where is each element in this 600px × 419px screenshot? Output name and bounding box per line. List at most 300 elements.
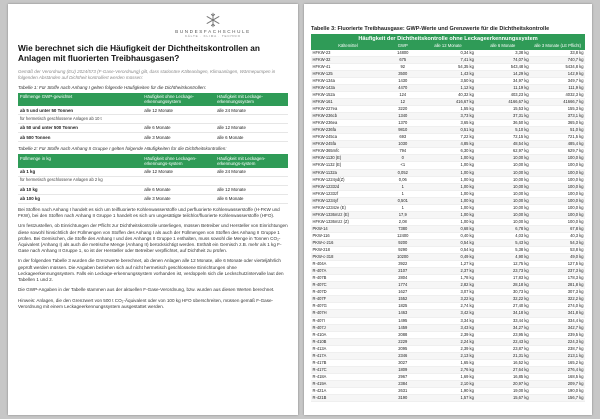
- limit-6-months-cell: 48,54 kg: [475, 141, 530, 148]
- table3-row: [311, 296, 585, 303]
- logo-name: BUNDESFACHSCHULE: [175, 29, 251, 34]
- limit-3-months-cell: 238,7 kg: [530, 345, 585, 352]
- gwp-cell: 1430: [385, 77, 421, 84]
- gwp-cell: 3500: [385, 70, 421, 77]
- limit-3-months-cell: 168,5 kg: [530, 373, 585, 380]
- limit-12-months-cell: 40,32 kg: [421, 92, 476, 99]
- table1-cell: alle 24 Monate: [215, 106, 288, 115]
- limit-3-months-cell: 100,0 kg: [530, 197, 585, 204]
- snowflake-logo-icon: [205, 12, 221, 28]
- limit-3-months-cell: 100,0 kg: [530, 183, 585, 190]
- limit-3-months-cell: 322,2 kg: [530, 296, 585, 303]
- limit-6-months-cell: 12,75 kg: [475, 261, 530, 268]
- limit-12-months-cell: 2,13 kg: [421, 352, 476, 359]
- table3-row: [311, 232, 585, 239]
- table1-row: [18, 106, 288, 115]
- table1: [18, 93, 288, 143]
- table2-cell: alle 3 Monate: [142, 194, 215, 203]
- table1-cell: alle 6 Monate: [215, 133, 288, 142]
- limit-6-months-cell: 403,23 kg: [475, 92, 530, 99]
- gwp-cell: 12: [385, 99, 421, 106]
- limit-12-months-cell: 54,35 kg: [421, 63, 476, 70]
- limit-6-months-cell: 74,07 kg: [475, 56, 530, 63]
- gwp-cell: 9810: [385, 127, 421, 134]
- table1-header-row: [18, 93, 288, 107]
- gwp-cell: 2229: [385, 338, 421, 345]
- table2-row-note: für hermetisch geschlossene Anlagen ab 2 kg: [18, 176, 288, 185]
- refrigerant-cell: HFKW-227ea: [311, 106, 385, 113]
- limit-12-months-cell: 1,00 kg: [421, 190, 476, 197]
- gwp-cell: 1809: [385, 366, 421, 373]
- limit-12-months-cell: 1,00 kg: [421, 162, 476, 169]
- limit-3-months-cell: 67,8 kg: [530, 225, 585, 232]
- table2-cell: alle 12 Monate: [215, 185, 288, 194]
- limit-6-months-cell: 19,00 kg: [475, 387, 530, 394]
- refrigerant-cell: HFKW-143a: [311, 84, 385, 91]
- table1-header-cell: Häufigkeit mit Leckage-erkennungssystem: [215, 93, 288, 107]
- limit-6-months-cell: 27,40 kg: [475, 303, 530, 310]
- column-header-gwp: GWP: [385, 43, 421, 49]
- limit-3-months-cell: 100,0 kg: [530, 218, 585, 225]
- gwp-cell: 9200: [385, 240, 421, 247]
- limit-6-months-cell: 28,18 kg: [475, 282, 530, 289]
- limit-12-months-cell: 416,67 kg: [421, 99, 476, 106]
- gwp-cell: 4470: [385, 84, 421, 91]
- refrigerant-cell: R-417B: [311, 359, 385, 366]
- table3-row: [311, 162, 585, 169]
- refrigerant-cell: R-407J: [311, 324, 385, 331]
- limit-3-months-cell: 224,3 kg: [530, 338, 585, 345]
- limit-3-months-cell: 33,8 kg: [530, 50, 585, 57]
- gwp-cell: 675: [385, 56, 421, 63]
- table3-row: [311, 282, 585, 289]
- limit-12-months-cell: 2,24 kg: [421, 338, 476, 345]
- limit-12-months-cell: 0,51 kg: [421, 127, 476, 134]
- limit-12-months-cell: 1,27 kg: [421, 261, 476, 268]
- limit-3-months-cell: 155,3 kg: [530, 106, 585, 113]
- refrigerant-cell: HFKW-365mfc: [311, 148, 385, 155]
- limit-12-months-cell: 1,57 kg: [421, 395, 476, 402]
- limit-6-months-cell: 34,18 kg: [475, 310, 530, 317]
- limit-6-months-cell: 10,00 kg: [475, 183, 530, 190]
- refrigerant-cell: HFKW-1234ze (E): [311, 204, 385, 211]
- limit-12-months-cell: 0,40 kg: [421, 232, 476, 239]
- limit-12-months-cell: 1,55 kg: [421, 106, 476, 113]
- limit-6-months-cell: 10,00 kg: [475, 218, 530, 225]
- gwp-cell: 2346: [385, 352, 421, 359]
- limit-6-months-cell: 16,52 kg: [475, 359, 530, 366]
- gwp-cell: 693: [385, 134, 421, 141]
- table2-header-cell: Füllmenge in kg: [18, 154, 142, 168]
- limit-3-months-cell: 127,5 kg: [530, 261, 585, 268]
- table1-caption: Tabelle 1: Für Stoffe nach Anhang I gelten folgende Häufigkeiten für die Dichtheitskontrollen:: [18, 84, 207, 90]
- table3-row: [311, 120, 585, 127]
- table3-row: [311, 70, 585, 77]
- table1-cell: alle 3 Monate: [142, 133, 215, 142]
- limit-3-months-cell: 239,5 kg: [530, 331, 585, 338]
- limit-12-months-cell: 7,22 kg: [421, 134, 476, 141]
- gwp-cell: 1825: [385, 303, 421, 310]
- page-title: Wie berechnet sich die Häufigkeit der Dichtheitskontrollen an Anlagen mit fluorierten Treibhausgasen?: [18, 43, 260, 64]
- table1-header-cell: Füllmenge GWP-gewichtet: [18, 93, 142, 107]
- limit-6-months-cell: 4,03 kg: [475, 232, 530, 239]
- refrigerant-cell: HFKW-1132a: [311, 169, 385, 176]
- table3-row: [311, 359, 585, 366]
- table3-row: [311, 211, 585, 218]
- limit-6-months-cell: 10,00 kg: [475, 176, 530, 183]
- limit-6-months-cell: 32,22 kg: [475, 296, 530, 303]
- table3-row: [311, 310, 585, 317]
- table1-header-cell: Häufigkeit ohne Leckage-erkennungssystem: [142, 93, 215, 107]
- limit-6-months-cell: 3,38 kg: [475, 50, 530, 57]
- limit-3-months-cell: 365,0 kg: [530, 120, 585, 127]
- refrigerant-cell: R-410B: [311, 338, 385, 345]
- limit-12-months-cell: 1,00 kg: [421, 169, 476, 176]
- refrigerant-cell: HFKW-134a: [311, 77, 385, 84]
- limit-12-months-cell: 1,00 kg: [421, 211, 476, 218]
- table3-row: [311, 373, 585, 380]
- gwp-cell: 0: [385, 155, 421, 162]
- table3-row: [311, 141, 585, 148]
- table3-row: [311, 176, 585, 183]
- table3-row: [311, 317, 585, 324]
- refrigerant-cell: PKW-c-318: [311, 254, 385, 261]
- limit-3-months-cell: 209,7 kg: [530, 380, 585, 387]
- limit-6-months-cell: 10,00 kg: [475, 204, 530, 211]
- limit-6-months-cell: 6,78 kg: [475, 225, 530, 232]
- table1-cell: alle 12 Monate: [142, 106, 215, 115]
- table2-header-cell: Häufigkeit mit Leckagen-erkennungs-system: [215, 154, 288, 168]
- gwp-cell: 9290: [385, 247, 421, 254]
- refrigerant-cell: HFKW-1234yf: [311, 197, 385, 204]
- refrigerant-cell: HFKW-1233zf: [311, 190, 385, 197]
- refrigerant-cell: R-421B: [311, 395, 385, 402]
- refrigerant-cell: HFKW-23: [311, 50, 385, 57]
- table3-group-header-row: [311, 34, 585, 43]
- refrigerant-cell: R-407G: [311, 303, 385, 310]
- limit-6-months-cell: 33,44 kg: [475, 317, 530, 324]
- gwp-cell: 3922: [385, 261, 421, 268]
- limit-3-months-cell: 100,0 kg: [530, 162, 585, 169]
- column-header-3-months: alle 3 Monate (LE Pflicht): [530, 43, 585, 49]
- paragraph: Um festzustellen, ob Einrichtungen der Pflicht zur Dichtheitskontrolle unterliegen, müssen Betreiber und Hersteller von Einrichtungen diese sowohl hinsichtlich der Füllmengen von Stoffen des Anhang I als auch der Füllmengen von Stoffen des Anhang II Gruppe 1 prüfen. Bei Gemischen, die Stoffe des Anhang I und des Anhangs II Gruppe 1 enthalten, muss sowohl die Menge in Tonnen CO₂-Äquivalent (Anhang I) als auch die metrische Menge (Anhang II) berücksichtigt werden. Enthält ein Gemisch z.B. mehr als 1 kg F-Gase nach Anhang II Gruppe 1, so ist der Hersteller oder Betreiber verpflichtet, auf Dichtheit zu prüfen.: [18, 223, 288, 254]
- gwp-cell: 10200: [385, 254, 421, 261]
- table3-row: [311, 331, 585, 338]
- limit-12-months-cell: 1,00 kg: [421, 155, 476, 162]
- limit-12-months-cell: 3,34 kg: [421, 317, 476, 324]
- table2-cell: ab 100 kg: [18, 194, 142, 203]
- gwp-cell: 14800: [385, 50, 421, 57]
- limit-6-months-cell: 10,00 kg: [475, 169, 530, 176]
- limit-12-months-cell: 3,42 kg: [421, 310, 476, 317]
- limit-12-months-cell: 1,69 kg: [421, 373, 476, 380]
- paragraph: Hinweis: Anlagen, die den Grenzwert von 500 t CO₂-Äquivalent oder von 100 kg HFO überschreiten, müssen gemäß F-Gase-Verordnung mit einem Leckageerkennungssystem ausgestattet werden.: [18, 297, 274, 309]
- table3-row: [311, 169, 585, 176]
- logo-tagline: KÄLTE · KLIMA · TECHNIK: [184, 33, 242, 38]
- table2-header-cell: Häufigkeit ohne Leckagen-erkennungs-system: [142, 154, 215, 168]
- limit-3-months-cell: 54,3 kg: [530, 240, 585, 247]
- refrigerant-cell: HFKW-1336mzz (Z): [311, 218, 385, 225]
- limit-6-months-cell: 10,00 kg: [475, 211, 530, 218]
- limit-3-months-cell: 178,3 kg: [530, 275, 585, 282]
- limit-6-months-cell: 5,43 kg: [475, 240, 530, 247]
- limit-12-months-cell: 0,54 kg: [421, 247, 476, 254]
- limit-12-months-cell: 3,50 kg: [421, 77, 476, 84]
- refrigerant-cell: HFKW-161: [311, 99, 385, 106]
- gwp-cell: 2,08: [385, 218, 421, 225]
- limit-3-months-cell: 740,7 kg: [530, 56, 585, 63]
- limit-3-months-cell: 237,3 kg: [530, 268, 585, 275]
- table2-row: [18, 185, 288, 194]
- refrigerant-cell: HFKW-32: [311, 56, 385, 63]
- gwp-cell: 1: [385, 190, 421, 197]
- refrigerant-cell: R-413A: [311, 345, 385, 352]
- limit-12-months-cell: 2,39 kg: [421, 331, 476, 338]
- limit-3-months-cell: 190,0 kg: [530, 387, 585, 394]
- logo: [138, 12, 288, 38]
- limit-3-months-cell: 4032,3 kg: [530, 92, 585, 99]
- gwp-cell: 3027: [385, 359, 421, 366]
- refrigerant-cell: HFKW-1130 (E): [311, 155, 385, 162]
- table3-row: [311, 127, 585, 134]
- gwp-cell: 1774: [385, 282, 421, 289]
- limit-12-months-cell: 2,37 kg: [421, 268, 476, 275]
- table2-row: [18, 194, 288, 203]
- limit-12-months-cell: 2,10 kg: [421, 380, 476, 387]
- limit-12-months-cell: 2,74 kg: [421, 303, 476, 310]
- limit-3-months-cell: 142,9 kg: [530, 70, 585, 77]
- limit-6-months-cell: 11,19 kg: [475, 84, 530, 91]
- limit-6-months-cell: 36,50 kg: [475, 120, 530, 127]
- limit-12-months-cell: 6,30 kg: [421, 148, 476, 155]
- table2-cell: alle 12 Monate: [142, 168, 215, 177]
- gwp-cell: 2107: [385, 268, 421, 275]
- refrigerant-cell: HFKW-1132 (E): [311, 162, 385, 169]
- refrigerant-cell: R-419A: [311, 380, 385, 387]
- limit-3-months-cell: 41666,7 kg: [530, 99, 585, 106]
- limit-12-months-cell: 1,43 kg: [421, 70, 476, 77]
- limit-12-months-cell: 1,78 kg: [421, 275, 476, 282]
- table3-row: [311, 366, 585, 373]
- limit-3-months-cell: 53,8 kg: [530, 247, 585, 254]
- limit-12-months-cell: 1,65 kg: [421, 359, 476, 366]
- table3-row: [311, 254, 585, 261]
- table1-row: [18, 124, 288, 133]
- gwp-cell: 1030: [385, 141, 421, 148]
- limit-6-months-cell: 543,48 kg: [475, 63, 530, 70]
- table2-cell: ab 10 kg: [18, 185, 142, 194]
- table3: [311, 34, 585, 402]
- limit-6-months-cell: 27,64 kg: [475, 366, 530, 373]
- gwp-cell: 1495: [385, 317, 421, 324]
- table3-row: [311, 240, 585, 247]
- refrigerant-cell: R-417A: [311, 352, 385, 359]
- gwp-cell: 12400: [385, 232, 421, 239]
- limit-3-months-cell: 100,0 kg: [530, 176, 585, 183]
- refrigerant-cell: R-407H: [311, 310, 385, 317]
- column-header-refrigerant: Kältemittel: [311, 43, 385, 49]
- table2-cell: alle 24 Monate: [215, 168, 288, 177]
- table3-row: [311, 56, 585, 63]
- limit-12-months-cell: 3,73 kg: [421, 113, 476, 120]
- gwp-cell: 3220: [385, 106, 421, 113]
- gwp-cell: 17,9: [385, 211, 421, 218]
- limit-6-months-cell: 10,00 kg: [475, 197, 530, 204]
- limit-3-months-cell: 40,3 kg: [530, 232, 585, 239]
- table2-caption: Tabelle 2: Für Stoffe nach Anhang II Gruppe I gelten folgende Häufigkeiten für die Dichtheitskontrollen:: [18, 146, 227, 152]
- gwp-cell: 1552: [385, 296, 421, 303]
- table1-row-note: für hermetisch geschlossene Anlagen ab 10 t: [18, 115, 288, 124]
- limit-6-months-cell: 34,97 kg: [475, 77, 530, 84]
- gwp-cell: 1: [385, 204, 421, 211]
- limit-6-months-cell: 16,85 kg: [475, 373, 530, 380]
- gwp-cell: 1370: [385, 120, 421, 127]
- refrigerant-cell: R-421A: [311, 387, 385, 394]
- limit-12-months-cell: 1,00 kg: [421, 204, 476, 211]
- gwp-cell: 794: [385, 148, 421, 155]
- table3-row: [311, 183, 585, 190]
- limit-12-months-cell: 7,41 kg: [421, 56, 476, 63]
- table2-header-row: [18, 154, 288, 168]
- table3-row: [311, 155, 585, 162]
- table3-row: [311, 106, 585, 113]
- paragraph: In der folgenden Tabelle 3 wurden die Grenzwerte berechnet, ab denen Anlagen alle 12 Monate, alle 6 Monate oder vierteljährlich geprüft werden müssen. Die Angaben beziehen sich auf nicht hermetisch geschlossene Einrichtungen ohne Leckageerkennungssystem. Falls ein Leckage-erkennungssystem vorhanden ist, verdoppeln sich die Leckschutzintervalle laut den Tabellen 1 und 2.: [18, 258, 284, 283]
- limit-6-months-cell: 10,00 kg: [475, 162, 530, 169]
- refrigerant-cell: HFKW-41: [311, 63, 385, 70]
- limit-6-months-cell: 10,00 kg: [475, 155, 530, 162]
- limit-6-months-cell: 20,97 kg: [475, 380, 530, 387]
- gwp-cell: 0,052: [385, 169, 421, 176]
- limit-3-months-cell: 165,2 kg: [530, 359, 585, 366]
- table3-row: [311, 324, 585, 331]
- refrigerant-cell: HFKW-1233zd: [311, 183, 385, 190]
- refrigerant-cell: HFKW-152a: [311, 92, 385, 99]
- limit-12-months-cell: 3,07 kg: [421, 289, 476, 296]
- column-header-12-months: alle 12 Monate: [421, 43, 476, 49]
- refrigerant-cell: HFKW-245ca: [311, 134, 385, 141]
- refrigerant-cell: R-410A: [311, 331, 385, 338]
- limit-3-months-cell: 281,8 kg: [530, 282, 585, 289]
- limit-6-months-cell: 23,95 kg: [475, 331, 530, 338]
- table2-cell: ab 1 kg: [18, 168, 142, 177]
- limit-12-months-cell: 3,65 kg: [421, 120, 476, 127]
- limit-3-months-cell: 213,1 kg: [530, 352, 585, 359]
- table3-caption: Tabelle 3: Fluorierte Treibhausgase: GWP-Werte und Grenzwerte für die Dichtheitskontrolle: [311, 26, 550, 32]
- intro-text: Gemäß der Verordnung (EU) 2024/573 (F-Gase-Verordnung) gilt, dass stationäre Kälteanlagen, Klimaanlagen, Wärmepumpen in folgenden Abständen auf Dichtheit kontrolliert werden müssen:: [18, 69, 276, 80]
- limit-3-months-cell: 5434,8 kg: [530, 63, 585, 70]
- gwp-cell: 2384: [385, 380, 421, 387]
- limit-12-months-cell: 1,00 kg: [421, 176, 476, 183]
- table3-row: [311, 247, 585, 254]
- limit-12-months-cell: 0,34 kg: [421, 50, 476, 57]
- limit-6-months-cell: 30,73 kg: [475, 289, 530, 296]
- gwp-cell: 1627: [385, 289, 421, 296]
- limit-12-months-cell: 2,82 kg: [421, 282, 476, 289]
- limit-12-months-cell: 2,76 kg: [421, 366, 476, 373]
- gwp-cell: 124: [385, 92, 421, 99]
- limit-6-months-cell: 15,53 kg: [475, 106, 530, 113]
- limit-3-months-cell: 276,4 kg: [530, 366, 585, 373]
- limit-12-months-cell: 1,00 kg: [421, 197, 476, 204]
- limit-3-months-cell: 49,0 kg: [530, 254, 585, 261]
- refrigerant-cell: R-418A: [311, 373, 385, 380]
- table3-row: [311, 148, 585, 155]
- limit-6-months-cell: 5,10 kg: [475, 127, 530, 134]
- refrigerant-cell: HFKW-236cb: [311, 113, 385, 120]
- limit-3-months-cell: 51,0 kg: [530, 127, 585, 134]
- table3-row: [311, 99, 585, 106]
- refrigerant-cell: R-407B: [311, 275, 385, 282]
- refrigerant-cell: HFKW-1336mzz (E): [311, 211, 385, 218]
- table1-cell: alle 6 Monate: [142, 124, 215, 133]
- limit-3-months-cell: 485,4 kg: [530, 141, 585, 148]
- limit-12-months-cell: 1,00 kg: [421, 183, 476, 190]
- table1-cell: ab 500 Tonnen: [18, 133, 142, 142]
- limit-12-months-cell: 1,90 kg: [421, 387, 476, 394]
- limit-3-months-cell: 111,9 kg: [530, 84, 585, 91]
- gwp-cell: 2095: [385, 345, 421, 352]
- limit-12-months-cell: 3,22 kg: [421, 296, 476, 303]
- limit-3-months-cell: 349,7 kg: [530, 77, 585, 84]
- limit-3-months-cell: 100,0 kg: [530, 155, 585, 162]
- table1-row: [18, 133, 288, 142]
- table1-cell: alle 12 Monate: [215, 124, 288, 133]
- refrigerant-cell: R-417C: [311, 366, 385, 373]
- refrigerant-cell: HFKW-236fa: [311, 127, 385, 134]
- table3-row: [311, 190, 585, 197]
- limit-6-months-cell: 22,43 kg: [475, 338, 530, 345]
- gwp-cell: 1: [385, 183, 421, 190]
- table3-row: [311, 134, 585, 141]
- refrigerant-cell: PKW-c-216: [311, 240, 385, 247]
- gwp-cell: 2804: [385, 275, 421, 282]
- limit-3-months-cell: 156,7 kg: [530, 395, 585, 402]
- limit-12-months-cell: 2,39 kg: [421, 345, 476, 352]
- table1-cell: ab 50 und unter 500 Tonnen: [18, 124, 142, 133]
- table2-row: [18, 168, 288, 177]
- limit-3-months-cell: 307,3 kg: [530, 289, 585, 296]
- refrigerant-cell: R-407C: [311, 282, 385, 289]
- refrigerant-cell: R-407A: [311, 268, 385, 275]
- limit-3-months-cell: 629,7 kg: [530, 148, 585, 155]
- paragraph: Die GWP-Angaben in der Tabelle stammen aus der aktuellen F-Gase-Verordnung, bzw. wurden aus diesen Werten berechnet.: [18, 287, 275, 293]
- limit-6-months-cell: 5,38 kg: [475, 247, 530, 254]
- limit-3-months-cell: 100,0 kg: [530, 169, 585, 176]
- limit-6-months-cell: 4166,67 kg: [475, 99, 530, 106]
- limit-6-months-cell: 17,83 kg: [475, 275, 530, 282]
- limit-6-months-cell: 10,00 kg: [475, 190, 530, 197]
- limit-3-months-cell: 100,0 kg: [530, 211, 585, 218]
- limit-3-months-cell: 721,5 kg: [530, 134, 585, 141]
- gwp-cell: 1340: [385, 113, 421, 120]
- gwp-cell: 1463: [385, 310, 421, 317]
- table3-row: [311, 387, 585, 394]
- gwp-cell: 2088: [385, 331, 421, 338]
- limit-3-months-cell: 373,1 kg: [530, 113, 585, 120]
- limit-3-months-cell: 342,7 kg: [530, 324, 585, 331]
- table3-row: [311, 113, 585, 120]
- table3-row: [311, 92, 585, 99]
- limit-12-months-cell: 0,68 kg: [421, 225, 476, 232]
- limit-3-months-cell: 100,0 kg: [530, 204, 585, 211]
- limit-6-months-cell: 62,97 kg: [475, 148, 530, 155]
- limit-3-months-cell: 100,0 kg: [530, 190, 585, 197]
- table3-row: [311, 261, 585, 268]
- limit-6-months-cell: 37,31 kg: [475, 113, 530, 120]
- table2-cell: alle 6 Monate: [215, 194, 288, 203]
- table3-row: [311, 395, 585, 402]
- refrigerant-cell: PKW-116: [311, 232, 385, 239]
